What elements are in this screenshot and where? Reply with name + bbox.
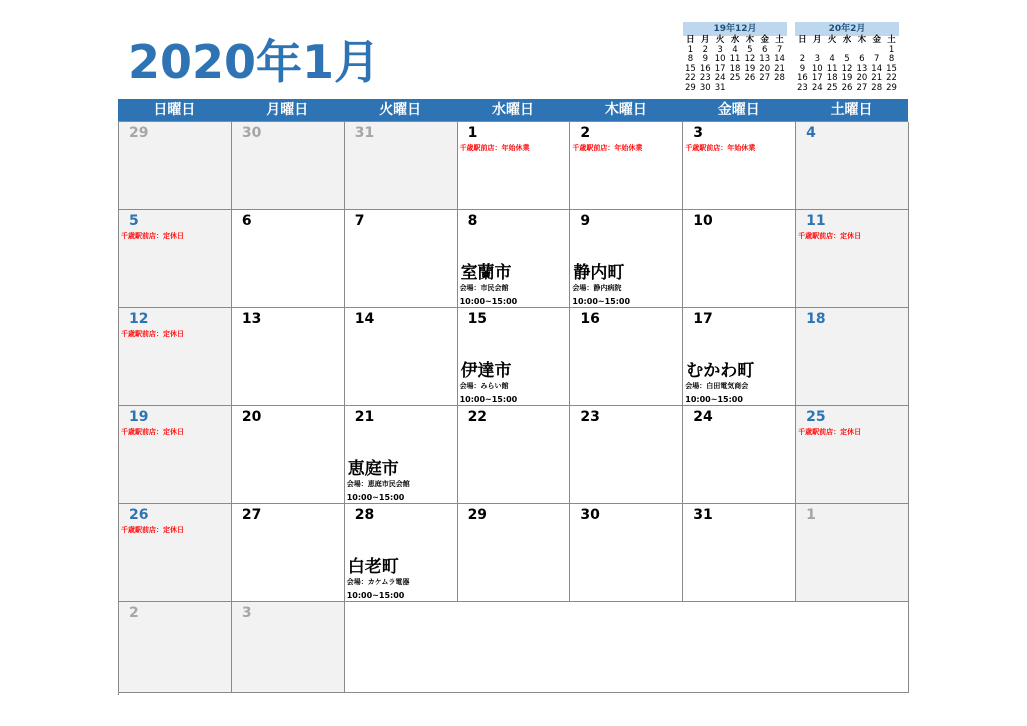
mini-weekday-label: 金 xyxy=(760,35,769,45)
mini-day: 12 xyxy=(841,63,853,74)
day-cell[interactable] xyxy=(796,122,909,210)
weekday-label: 火曜日 xyxy=(379,102,422,118)
event-venue: 会場：白田電気商会 xyxy=(685,382,749,390)
day-cell[interactable] xyxy=(232,308,345,406)
mini-day: 2 xyxy=(799,54,806,64)
event-venue: 会場：カケムラ電器 xyxy=(346,578,410,586)
mini-weekday-label: 火 xyxy=(715,35,725,45)
mini-weekday-label: 土 xyxy=(775,35,784,45)
day-number: 3 xyxy=(693,125,704,141)
mini-day: 18 xyxy=(826,73,838,83)
day-number: 10 xyxy=(693,213,713,229)
mini-day: 25 xyxy=(826,82,838,93)
weekday-label: 木曜日 xyxy=(604,102,647,118)
mini-day: 9 xyxy=(702,54,708,64)
day-number: 29 xyxy=(467,507,488,523)
day-number: 21 xyxy=(354,409,375,425)
mini-day: 29 xyxy=(886,82,897,93)
mini-day: 4 xyxy=(732,44,738,55)
mini-day: 20 xyxy=(856,73,868,83)
mini-weekday-label: 土 xyxy=(887,35,896,45)
weekday-label: 月曜日 xyxy=(266,102,309,118)
day-number: 9 xyxy=(580,213,591,229)
event-venue: 会場：市民会館 xyxy=(459,284,509,292)
empty-area xyxy=(345,602,909,693)
mini-day: 14 xyxy=(871,63,883,74)
day-number: 20 xyxy=(241,409,262,425)
mini-weekday-label: 金 xyxy=(872,35,881,45)
mini-day xyxy=(728,84,743,94)
day-number: 3 xyxy=(241,605,252,621)
mini-day: 1 xyxy=(687,44,694,55)
mini-day: 13 xyxy=(759,54,771,64)
day-cell[interactable] xyxy=(458,308,571,406)
event-town: 静内町 xyxy=(573,263,625,283)
event-venue: 会場：みらい館 xyxy=(459,382,509,390)
mini-day: 22 xyxy=(886,73,897,83)
day-cell[interactable] xyxy=(119,602,232,693)
mini-day: 11 xyxy=(826,63,838,74)
day-cell[interactable] xyxy=(683,406,796,504)
mini-day: 5 xyxy=(844,54,850,64)
mini-day: 21 xyxy=(871,73,883,83)
event-time: 10:00~15:00 xyxy=(572,297,631,306)
mini-day: 23 xyxy=(797,82,808,93)
mini-day: 4 xyxy=(829,54,835,64)
mini-day: 6 xyxy=(762,44,768,55)
event-town: 伊達市 xyxy=(460,361,512,381)
mini-calendar-title: 20年2月 xyxy=(795,22,899,36)
event-time: 10:00~15:00 xyxy=(459,297,518,306)
day-cell[interactable] xyxy=(683,122,796,210)
day-cell[interactable] xyxy=(796,504,909,602)
day-number: 13 xyxy=(241,311,262,327)
day-number: 22 xyxy=(467,409,488,425)
day-number: 16 xyxy=(580,311,600,327)
day-number: 2 xyxy=(580,125,591,141)
store-notice: 千歳駅前店：年始休業 xyxy=(459,144,530,152)
day-cell[interactable] xyxy=(345,406,458,504)
day-cell[interactable] xyxy=(796,406,909,504)
event-town: 室蘭市 xyxy=(460,263,512,283)
day-number: 30 xyxy=(580,507,600,523)
store-notice: 千歳駅前店：定休日 xyxy=(798,428,862,436)
event-time: 10:00~15:00 xyxy=(459,395,518,404)
mini-day: 27 xyxy=(759,73,771,83)
day-cell[interactable] xyxy=(119,122,232,210)
mini-day: 18 xyxy=(729,63,741,74)
mini-day xyxy=(742,84,757,94)
mini-day: 3 xyxy=(717,44,723,55)
weekday-label: 土曜日 xyxy=(830,102,873,118)
day-number: 2 xyxy=(129,605,139,621)
mini-day xyxy=(757,84,772,94)
mini-weekday-label: 火 xyxy=(827,35,837,45)
day-number: 31 xyxy=(693,507,713,523)
mini-weekday-label: 木 xyxy=(857,35,867,45)
day-number: 30 xyxy=(241,125,262,141)
day-cell[interactable] xyxy=(683,308,796,406)
weekday-label: 日曜日 xyxy=(153,102,196,118)
mini-day: 26 xyxy=(744,73,756,83)
event-town: 白老町 xyxy=(347,557,399,577)
day-number: 28 xyxy=(354,507,375,523)
mini-day: 8 xyxy=(888,54,895,64)
mini-day: 6 xyxy=(859,54,865,64)
day-number: 7 xyxy=(354,213,365,229)
day-number: 12 xyxy=(129,311,149,327)
mini-day: 31 xyxy=(714,82,726,93)
day-cells xyxy=(118,121,908,695)
day-number: 1 xyxy=(467,125,478,141)
day-cell[interactable] xyxy=(232,210,345,308)
mini-day: 28 xyxy=(871,82,883,93)
mini-day: 7 xyxy=(776,44,783,55)
mini-day: 14 xyxy=(774,54,785,64)
day-cell[interactable] xyxy=(458,122,571,210)
mini-day: 28 xyxy=(774,73,785,83)
day-cell[interactable] xyxy=(345,308,458,406)
day-cell[interactable] xyxy=(570,406,683,504)
mini-day: 21 xyxy=(774,63,785,74)
mini-weekday-label: 日 xyxy=(798,35,807,45)
day-number: 19 xyxy=(129,409,149,425)
day-number: 14 xyxy=(354,311,375,327)
day-cell[interactable] xyxy=(345,504,458,602)
day-cell[interactable] xyxy=(345,210,458,308)
mini-day: 12 xyxy=(744,54,756,64)
store-notice: 千歳駅前店：定休日 xyxy=(798,232,862,240)
day-cell[interactable] xyxy=(458,504,571,602)
mini-day: 17 xyxy=(811,73,823,83)
store-notice: 千歳駅前店：年始休業 xyxy=(685,144,756,152)
weekday-label: 金曜日 xyxy=(717,102,760,118)
mini-day: 17 xyxy=(714,63,726,74)
mini-day: 19 xyxy=(841,73,853,83)
store-notice: 千歳駅前店：定休日 xyxy=(121,232,184,240)
mini-day: 30 xyxy=(699,82,711,93)
mini-day: 24 xyxy=(811,82,823,93)
day-cell[interactable] xyxy=(796,210,909,308)
event-venue: 会場：静内病院 xyxy=(572,284,622,292)
event-town: むかわ町 xyxy=(686,361,755,381)
mini-day: 23 xyxy=(699,73,711,83)
day-number: 5 xyxy=(129,213,139,229)
day-number: 17 xyxy=(693,311,713,327)
event-time: 10:00~15:00 xyxy=(346,591,405,600)
mini-day: 10 xyxy=(811,63,823,74)
day-cell[interactable] xyxy=(232,504,345,602)
mini-day: 11 xyxy=(729,54,741,64)
mini-weekday-label: 月 xyxy=(701,35,710,45)
mini-day: 3 xyxy=(814,54,820,64)
mini-day: 19 xyxy=(744,63,756,74)
day-cell[interactable] xyxy=(232,602,345,693)
mini-day: 25 xyxy=(729,73,741,83)
mini-day: 8 xyxy=(687,54,694,64)
day-number: 1 xyxy=(806,507,816,523)
day-cell[interactable] xyxy=(570,308,683,406)
day-number: 18 xyxy=(806,311,826,327)
day-cell[interactable] xyxy=(570,210,683,308)
mini-weekday-label: 日 xyxy=(686,35,695,45)
event-venue: 会場：恵庭市民会館 xyxy=(346,480,410,488)
day-cell[interactable] xyxy=(232,406,345,504)
weekday-label: 水曜日 xyxy=(491,102,534,118)
mini-weekday-label: 月 xyxy=(813,35,822,45)
store-notice: 千歳駅前店：定休日 xyxy=(121,428,184,436)
mini-day: 9 xyxy=(799,63,806,74)
mini-day: 2 xyxy=(702,44,708,55)
mini-day: 29 xyxy=(685,82,696,93)
event-town: 恵庭市 xyxy=(347,459,399,479)
mini-day: 20 xyxy=(759,63,771,74)
day-cell[interactable] xyxy=(570,122,683,210)
event-time: 10:00~15:00 xyxy=(346,493,405,502)
day-number: 4 xyxy=(806,125,816,141)
day-number: 23 xyxy=(580,409,600,425)
mini-day: 27 xyxy=(856,82,868,93)
day-number: 25 xyxy=(806,409,826,425)
mini-calendar-title: 19年12月 xyxy=(683,22,787,36)
day-cell[interactable] xyxy=(683,210,796,308)
day-cell[interactable] xyxy=(119,406,232,504)
day-cell[interactable] xyxy=(232,122,345,210)
mini-calendar-grid xyxy=(795,36,899,93)
mini-calendar-next-month xyxy=(795,22,899,93)
store-notice: 千歳駅前店：定休日 xyxy=(121,526,184,534)
day-number: 29 xyxy=(129,125,149,141)
day-cell[interactable] xyxy=(458,406,571,504)
mini-weekday-label: 木 xyxy=(745,35,755,45)
day-cell[interactable] xyxy=(119,308,232,406)
mini-calendar-grid xyxy=(683,36,787,103)
mini-day xyxy=(772,84,787,94)
mini-day: 15 xyxy=(685,63,696,74)
mini-weekday-label: 水 xyxy=(730,35,740,45)
day-cell[interactable] xyxy=(119,210,232,308)
day-number: 24 xyxy=(693,409,713,425)
day-number: 11 xyxy=(806,213,826,229)
month-calendar xyxy=(118,99,908,695)
day-cell[interactable] xyxy=(683,504,796,602)
day-number: 31 xyxy=(354,125,375,141)
store-notice: 千歳駅前店：定休日 xyxy=(121,330,184,338)
mini-day: 16 xyxy=(797,73,808,83)
day-number: 26 xyxy=(129,507,149,523)
mini-day: 16 xyxy=(699,63,711,74)
mini-day: 10 xyxy=(714,54,726,64)
day-number: 15 xyxy=(467,311,488,327)
day-cell[interactable] xyxy=(570,504,683,602)
page-title: 2020年1月 xyxy=(128,35,381,89)
day-cell[interactable] xyxy=(119,504,232,602)
day-cell[interactable] xyxy=(796,308,909,406)
day-cell[interactable] xyxy=(458,210,571,308)
day-cell[interactable] xyxy=(345,122,458,210)
mini-calendar-prev-month xyxy=(683,22,787,103)
mini-day: 13 xyxy=(856,63,868,74)
mini-day: 26 xyxy=(841,82,853,93)
mini-day: 24 xyxy=(714,73,726,83)
day-number: 8 xyxy=(467,213,478,229)
mini-day: 5 xyxy=(747,44,753,55)
store-notice: 千歳駅前店：年始休業 xyxy=(572,144,643,152)
weekday-header xyxy=(118,99,908,121)
day-number: 6 xyxy=(241,213,252,229)
mini-day: 22 xyxy=(685,73,696,83)
mini-day: 7 xyxy=(874,54,880,64)
day-number: 27 xyxy=(241,507,262,523)
mini-day: 15 xyxy=(886,63,897,74)
mini-weekday-label: 水 xyxy=(842,35,852,45)
mini-day: 1 xyxy=(888,44,895,55)
event-time: 10:00~15:00 xyxy=(685,395,743,404)
